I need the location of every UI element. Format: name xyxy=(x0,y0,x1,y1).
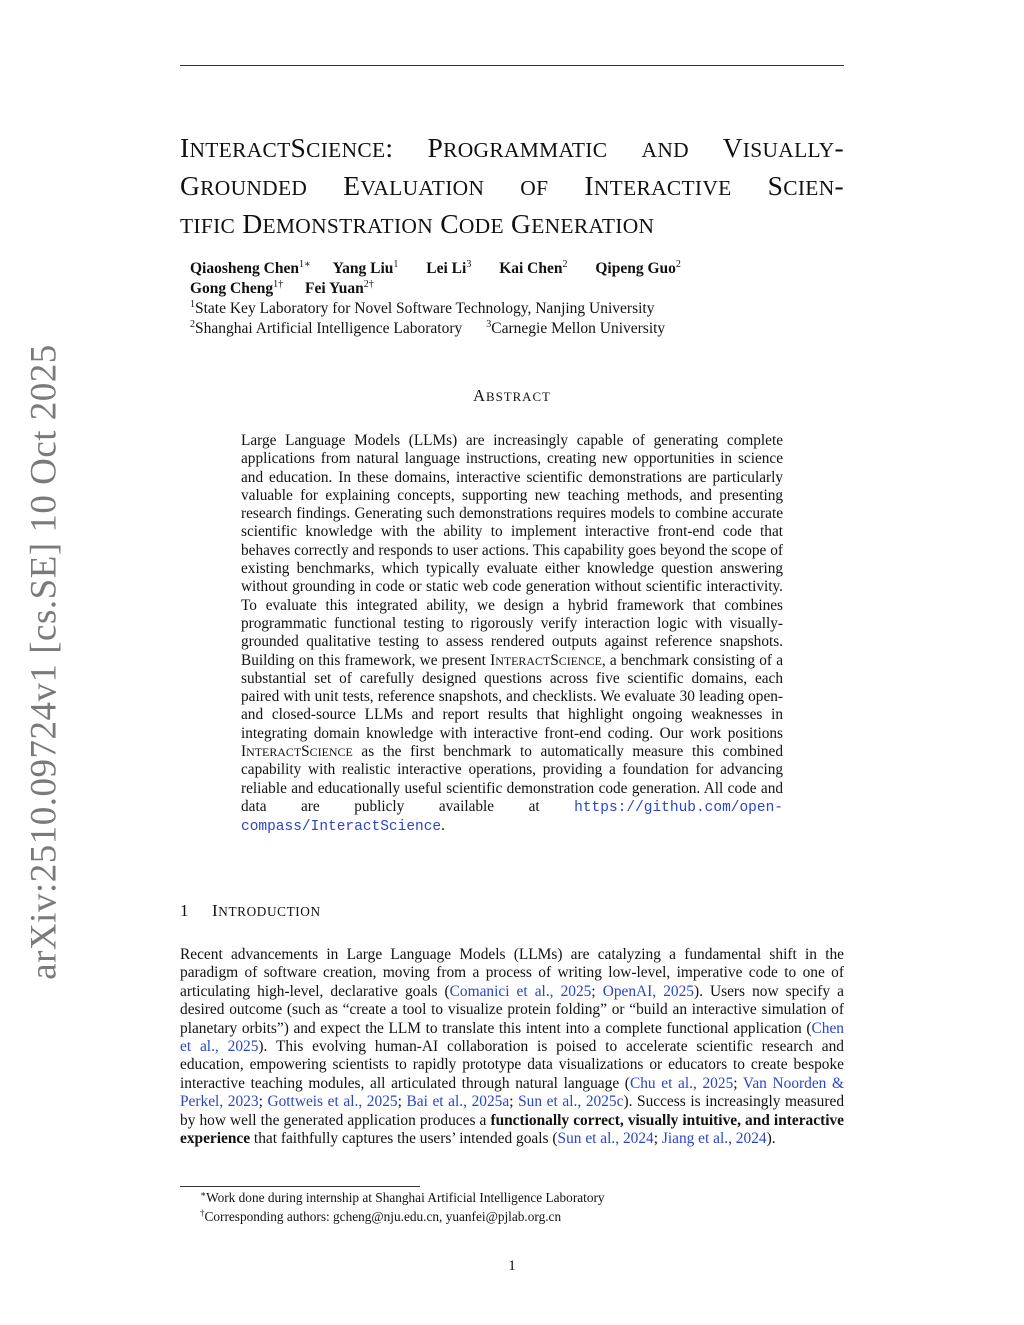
affiliation-1: $^1$State Key Laboratory for Novel Software Technology, Nanjing University xyxy=(190,299,655,317)
section-number: 1 xyxy=(180,901,190,920)
citation-link[interactable]: Van Noorden & Perkel, 2023 xyxy=(180,1074,844,1111)
author-name: Lei Li xyxy=(426,260,467,277)
author-affil-mark: 1 xyxy=(393,259,399,270)
footnote-2: †Corresponding authors: gcheng@nju.edu.cn, yuanfei@pjlab.org.cn xyxy=(200,1207,562,1224)
title-line-2: GROUNDED EVALUATION OF INTERACTIVE SCIEN- xyxy=(180,170,844,201)
affiliation-2-3: $^2$Shanghai Artificial Intelligence Laboratory $^3$Carnegie Mellon University xyxy=(190,319,666,337)
author-affil-mark: 3 xyxy=(466,259,472,270)
citation-link[interactable]: Chen et al., 2025 xyxy=(180,1019,844,1056)
author-name: Gong Cheng xyxy=(190,280,274,297)
benchmark-name: INTERACTSCIENCE xyxy=(490,651,602,669)
author-name: Qiaosheng Chen xyxy=(190,260,299,277)
citation-link[interactable]: Sun et al., 2024 xyxy=(557,1130,654,1148)
citation-link[interactable]: Chu et al., 2025 xyxy=(629,1074,734,1092)
citation-link[interactable]: Jiang et al., 2024 xyxy=(661,1130,767,1148)
author-name: Yang Liu xyxy=(332,260,394,277)
introduction-paragraph: Recent advancements in Large Language Models (LLMs) are catalyzing a fundamental shift in the paradigm of software creation, moving from a process of writing low-level, imperative code to one of articulating high-level, declarative goals (Comanici et al., 2025; OpenAI, 2025). Users now specify a desired outcome (such as “create a tool to visualize protein folding” or “build an interactive simulation of planetary orbits”) and expect the LLM to translate this intent into a complete functional application (Chen et al., 2025). This evolving human-AI collaboration is poised to accelerate scientific research and education, empowering scientists to rapidly prototype data visualizations or educators to create bespoke interactive teaching modules, all articulated through natural language (Chu et al., 2025; Van Noorden & Perkel, 2023; Gottweis et al., 2025; Bai et al., 2025a; Sun et al., 2025c). Success is increasingly measured by how well the generated application produces a functionally correct, visually intuitive, and interactive experience that faithfully captures the users’ intended goals (Sun et al., 2024; Jiang et al., 2024). xyxy=(180,946,845,1148)
author-affil-mark: 2 xyxy=(562,259,568,270)
author-affil-mark: 2 xyxy=(675,259,681,270)
page-number: 1 xyxy=(508,1258,516,1274)
title-line-1: INTERACTSCIENCE: PROGRAMMATIC AND VISUALLY- xyxy=(180,132,844,163)
bold-phrase: functionally correct, visually intuitive, and interactive experience xyxy=(180,1111,844,1148)
arxiv-identifier[interactable]: arXiv:2510.09724v1 [cs.SE] 10 Oct 2025 xyxy=(23,344,65,980)
citation-link[interactable]: Comanici et al., 2025 xyxy=(449,982,592,1000)
citation-link[interactable]: Gottweis et al., 2025 xyxy=(267,1093,398,1111)
title-line-3: TIFIC DEMONSTRATION CODE GENERATION xyxy=(180,208,655,239)
paper-title xyxy=(180,130,844,244)
github-link[interactable]: https://github.com/open-compass/InteractScience xyxy=(241,799,783,836)
header-rule xyxy=(180,65,844,66)
author-name: Fei Yuan xyxy=(305,280,364,297)
abstract-text: Large Language Models (LLMs) are increasingly capable of generating complete applications from natural language instructions, creating new opportunities in science and education. In these domains, interactive scientific demonstrations are particularly valuable for explaining concepts, supporting new teaching methods, and presenting research findings. Generating such demonstrations requires models to combine accurate scientific knowledge with the ability to implement interactive front-end code that behaves correctly and responds to user actions. This capability goes beyond the scope of existing benchmarks, which typically evaluate either knowledge question answering without grounding in code or static web code generation without scientific interactivity. To evaluate this integrated ability, we design a hybrid framework that combines programmatic functional testing to rigorously verify interaction logic with visually-grounded qualitative testing to assess rendered outputs against reference snapshots. Building on this framework, we present INTERACTSCIENCE, a benchmark consisting of a substantial set of carefully designed questions across five scientific domains, each paired with unit tests, reference snapshots, and checklists. We evaluate 30 leading open- and closed-source LLMs and report results that highlight ongoing weaknesses in integrating domain knowledge with interactive front-end coding. Our work positions INTERACTSCIENCE as the first benchmark to automatically measure this combined capability with realistic interactive operations, providing a foundation for advancing reliable and educationally useful scientific demonstration code generation. All code and data are publicly available at https://github.com/open-compass/InteractScience. xyxy=(241,432,783,836)
citation-link[interactable]: Bai et al., 2025a xyxy=(406,1093,510,1111)
footnote-1: ∗Work done during internship at Shanghai Artificial Intelligence Laboratory xyxy=(200,1189,605,1205)
author-row-1 xyxy=(190,259,681,279)
author-affil-mark: 2† xyxy=(363,279,374,290)
footnotes xyxy=(200,1189,605,1226)
citation-link[interactable]: Sun et al., 2025c xyxy=(518,1093,624,1111)
author-row-2 xyxy=(190,279,681,299)
abstract-heading: ABSTRACT xyxy=(473,386,551,405)
benchmark-name: INTERACTSCIENCE xyxy=(241,743,353,761)
section-heading xyxy=(180,901,321,921)
author-affil-mark: 1∗ xyxy=(298,259,311,270)
author-name: Kai Chen xyxy=(499,260,563,277)
section-title: INTRODUCTION xyxy=(212,901,321,920)
citation-link[interactable]: OpenAI, 2025 xyxy=(602,982,694,1000)
author-name: Qipeng Guo xyxy=(595,260,676,277)
author-block xyxy=(190,259,681,339)
footnote-rule xyxy=(180,1186,420,1187)
author-affil-mark: 1† xyxy=(273,279,284,290)
